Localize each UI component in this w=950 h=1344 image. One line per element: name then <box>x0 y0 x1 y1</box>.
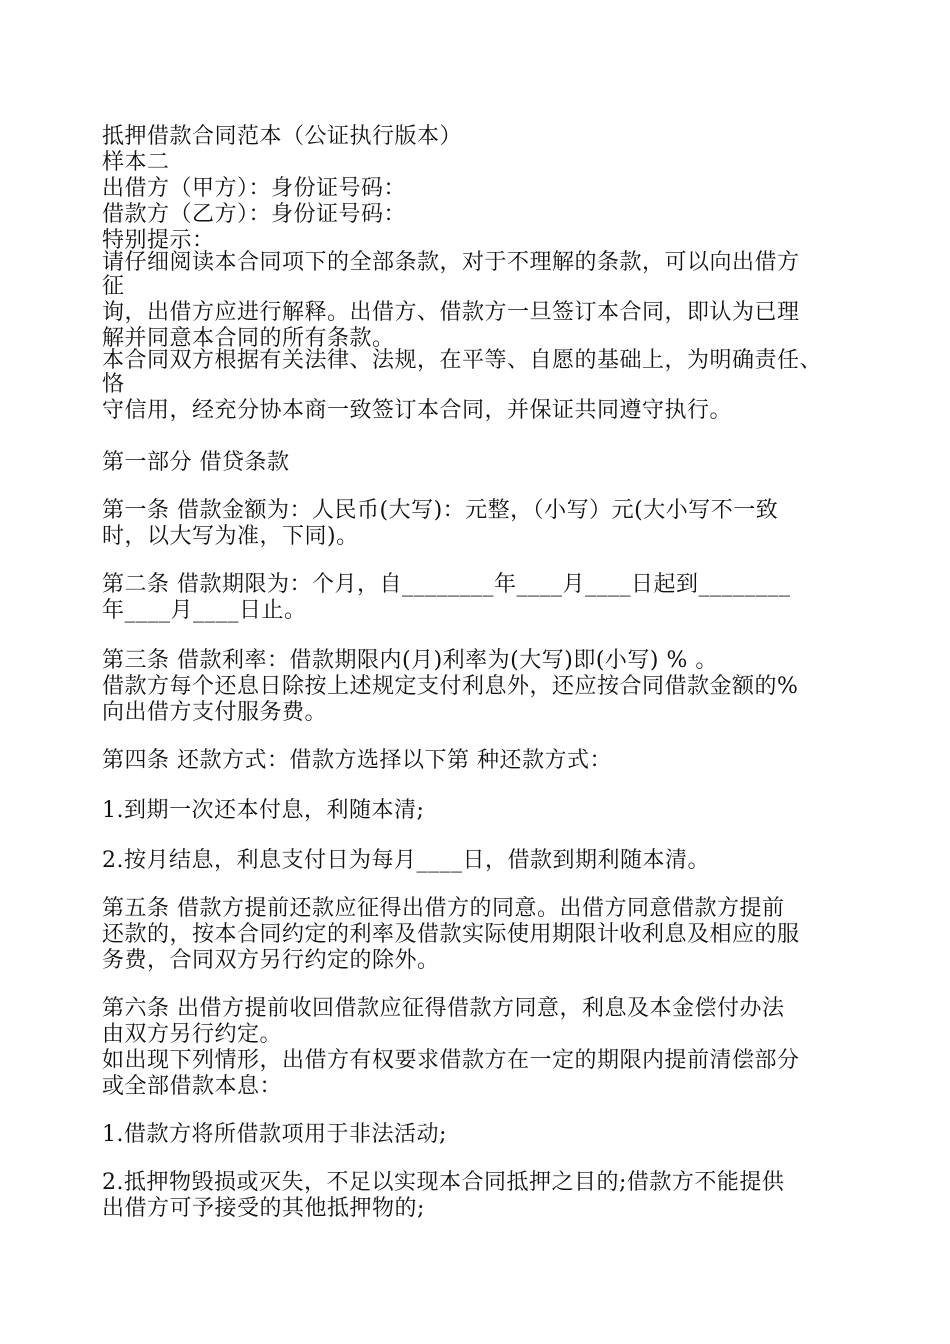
article-6-cont: 如出现下列情形，出借方有权要求借款方在一定的期限内提前清偿部分 <box>102 1048 800 1073</box>
article-5-cont: 务费，合同双方另行约定的除外。 <box>102 948 440 973</box>
article-1-cont: 时，以大写为准，下同)。 <box>102 524 359 549</box>
notice-line: 本合同双方根据有关法律、法规，在平等、自愿的基础上，为明确责任、 <box>102 348 823 373</box>
article-4-option: 1.到期一次还本付息，利随本清; <box>102 798 425 823</box>
article-6: 第六条 出借方提前收回借款应征得借款方同意，利息及本金偿付办法 <box>102 996 785 1021</box>
article-6-item-cont: 出借方可予接受的其他抵押物的; <box>102 1196 425 1221</box>
article-6-item: 1.借款方将所借款项用于非法活动; <box>102 1122 447 1147</box>
notice-heading: 特别提示： <box>102 228 215 253</box>
notice-line: 请仔细阅读本合同项下的全部条款，对于不理解的条款，可以向出借方 <box>102 250 800 275</box>
article-6-cont: 由双方另行约定。 <box>102 1022 283 1047</box>
lender-line: 出借方（甲方）：身份证号码： <box>102 176 407 201</box>
document-title: 抵押借款合同范本（公证执行版本） <box>102 124 463 149</box>
sample-label: 样本二 <box>102 150 170 175</box>
article-2-cont: 年____月____日止。 <box>102 598 307 623</box>
notice-line: 守信用，经充分协本商一致签订本合同，并保证共同遵守执行。 <box>102 398 733 423</box>
article-5-cont: 还款的，按本合同约定的利率及借款实际使用期限计收利息及相应的服 <box>102 922 800 947</box>
borrower-line: 借款方（乙方）：身份证号码： <box>102 202 407 227</box>
notice-line: 解并同意本合同的所有条款。 <box>102 326 395 351</box>
article-6-cont: 或全部借款本息： <box>102 1074 283 1099</box>
article-1: 第一条 借款金额为：人民币(大写)：元整，（小写）元(大小写不一致 <box>102 498 779 523</box>
notice-line: 恪 <box>102 372 125 397</box>
article-5: 第五条 借款方提前还款应征得出借方的同意。出借方同意借款方提前 <box>102 896 785 921</box>
article-2: 第二条 借款期限为：个月，自________年____月____日起到________ <box>102 572 791 597</box>
article-3-cont: 借款方每个还息日除按上述规定支付利息外，还应按合同借款金额的% <box>102 674 799 699</box>
notice-line: 征 <box>102 274 125 299</box>
article-3-cont: 向出借方支付服务费。 <box>102 700 328 725</box>
part-heading: 第一部分 借贷条款 <box>102 450 290 475</box>
article-6-item: 2.抵押物毁损或灭失，不足以实现本合同抵押之目的;借款方不能提供 <box>102 1170 785 1195</box>
article-3: 第三条 借款利率：借款期限内(月)利率为(大写)即(小写) % 。 <box>102 648 718 673</box>
article-4: 第四条 还款方式：借款方选择以下第 种还款方式： <box>102 748 612 773</box>
article-4-option: 2.按月结息，利息支付日为每月____日，借款到期利随本清。 <box>102 848 710 873</box>
notice-line: 询，出借方应进行解释。出借方、借款方一旦签订本合同，即认为已理 <box>102 300 800 325</box>
